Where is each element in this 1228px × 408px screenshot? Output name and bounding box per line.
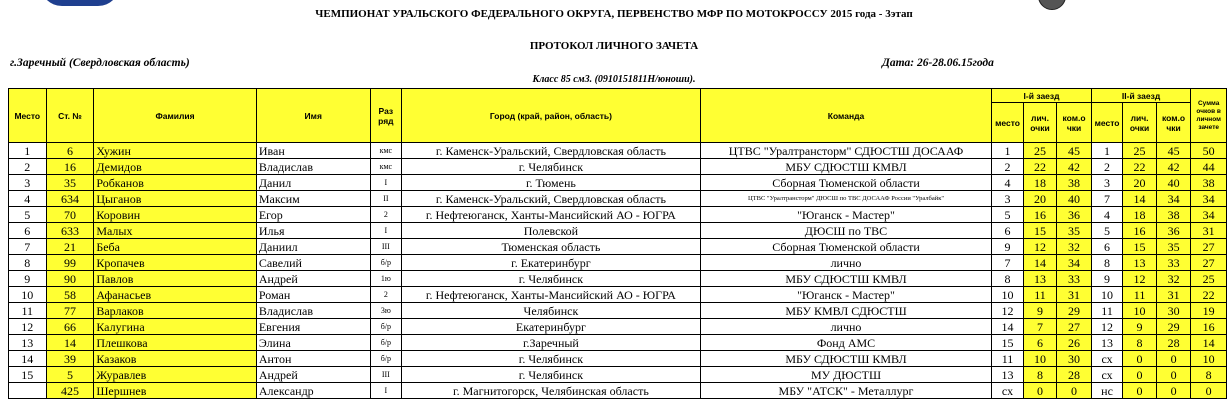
cell-tp2: 29 [1156,319,1191,335]
cell-tp1: 42 [1057,159,1092,175]
cell-place: 10 [9,287,47,303]
cell-num: 35 [46,175,94,191]
cell-p2: 13 [1091,335,1122,351]
cell-pts2: 8 [1123,335,1157,351]
cell-pts2: 16 [1123,223,1157,239]
cell-num: 14 [46,335,94,351]
cell-pts1: 8 [1023,367,1057,383]
table-row [9,383,1227,399]
cell-name: Роман [256,287,370,303]
cell-pts1: 20 [1023,191,1057,207]
cell-team: МБУ КМВЛ СДЮСТШ [700,303,992,319]
cell-team: ЦТВС "Уралтрансторм" СДЮСТШ ДОСААФ [700,143,992,159]
cell-city: г. Каменск-Уральский, Свердловская область [402,143,701,159]
table-row [9,159,1227,175]
cell-tp1: 27 [1057,319,1092,335]
header-race1: I-й заезд [992,89,1092,103]
cell-tp1: 45 [1057,143,1092,159]
cell-place: 13 [9,335,47,351]
table-row [9,319,1227,335]
cell-name: Андрей [256,271,370,287]
cell-p1: 12 [992,303,1023,319]
cell-tp2: 40 [1156,175,1191,191]
cell-total: 27 [1191,255,1227,271]
cell-p1: 2 [992,159,1023,175]
cell-surname: Казаков [94,351,257,367]
cell-team: "Юганск - Мастер" [700,287,992,303]
header-city: Город (край, район, область) [402,89,701,143]
cell-pts2: 15 [1123,239,1157,255]
cell-surname: Беба [94,239,257,255]
cell-pts2: 20 [1123,175,1157,191]
cell-rank: I [370,223,401,239]
cell-p1: 4 [992,175,1023,191]
cell-team: МУ ДЮСТШ [700,367,992,383]
cell-p2: 6 [1091,239,1122,255]
class-line: Класс 85 см3. (0910151811Н/юноши). [532,74,696,85]
cell-p1: 1 [992,143,1023,159]
header-name: Имя [256,89,370,143]
cell-pts2: 25 [1123,143,1157,159]
cell-name: Егор [256,207,370,223]
cell-place: 2 [9,159,47,175]
cell-rank: 2 [370,207,401,223]
cell-place: 5 [9,207,47,223]
cell-tp2: 38 [1156,207,1191,223]
cell-team: ЦТВС "Уралтрансторм" ДЮСШ по ТВС ДОСААФ России "Уралбайк" [700,191,992,207]
cell-total: 19 [1191,303,1227,319]
header-place: Место [9,89,47,143]
cell-pts2: 0 [1123,367,1157,383]
cell-num: 634 [46,191,94,207]
cell-tp1: 28 [1057,367,1092,383]
cell-pts2: 0 [1123,383,1157,399]
cell-pts2: 14 [1123,191,1157,207]
cell-pts1: 6 [1023,335,1057,351]
cell-pts2: 22 [1123,159,1157,175]
cell-tp1: 29 [1057,303,1092,319]
table-row [9,271,1227,287]
cell-p2: 2 [1091,159,1122,175]
cell-pts2: 9 [1123,319,1157,335]
table-row [9,367,1227,383]
cell-name: Андрей [256,367,370,383]
cell-total: 27 [1191,239,1227,255]
table-row [9,351,1227,367]
cell-total: 38 [1191,175,1227,191]
cell-pts1: 9 [1023,303,1057,319]
cell-pts1: 16 [1023,207,1057,223]
table-row [9,255,1227,271]
cell-p2: 7 [1091,191,1122,207]
cell-tp1: 33 [1057,271,1092,287]
cell-rank: I [370,175,401,191]
cell-team: МБУ СДЮСТШ КМВЛ [700,159,992,175]
cell-city: г. Екатеринбург [402,255,701,271]
cell-tp1: 0 [1057,383,1092,399]
cell-team: Сборная Тюменской области [700,239,992,255]
cell-surname: Шершнев [94,383,257,399]
cell-num: 99 [46,255,94,271]
table-row [9,191,1227,207]
cell-team: Фонд АМС [700,335,992,351]
results-table [8,88,1227,399]
cell-pts2: 10 [1123,303,1157,319]
cell-p1: 14 [992,319,1023,335]
protocol-title: ПРОТОКОЛ ЛИЧНОГО ЗАЧЕТА [529,40,699,52]
cell-surname: Варлаков [94,303,257,319]
event-date: Дата: 26-28.06.15года [882,57,994,69]
header-team: Команда [700,89,992,143]
cell-total: 0 [1191,383,1227,399]
cell-rank: 3ю [370,303,401,319]
cell-p2: 12 [1091,319,1122,335]
cell-team: Сборная Тюменской области [700,175,992,191]
cell-total: 50 [1191,143,1227,159]
cell-pts1: 22 [1023,159,1057,175]
cell-place: 4 [9,191,47,207]
cell-name: Александр [256,383,370,399]
cell-p1: 11 [992,351,1023,367]
table-row [9,207,1227,223]
cell-rank: б/р [370,255,401,271]
cell-p2: сх [1091,351,1122,367]
cell-pts1: 0 [1023,383,1057,399]
cell-place: 7 [9,239,47,255]
cell-num: 5 [46,367,94,383]
cell-name: Иван [256,143,370,159]
cell-city: г. Челябинск [402,367,701,383]
cell-tp1: 36 [1057,207,1092,223]
cell-p2: 5 [1091,223,1122,239]
cell-tp2: 0 [1156,383,1191,399]
cell-place: 3 [9,175,47,191]
cell-rank: кмс [370,143,401,159]
header-total: Сумма очков в личном зачете [1191,89,1227,143]
header-race2: II-й заезд [1091,89,1191,103]
cell-tp1: 31 [1057,287,1092,303]
cell-tp1: 34 [1057,255,1092,271]
cell-name: Данил [256,175,370,191]
cell-tp2: 31 [1156,287,1191,303]
cell-city: Тюменская область [402,239,701,255]
cell-pts2: 18 [1123,207,1157,223]
cell-surname: Цыганов [94,191,257,207]
cell-num: 58 [46,287,94,303]
cell-pts1: 13 [1023,271,1057,287]
header-number: Ст. № [46,89,94,143]
cell-name: Евгения [256,319,370,335]
cell-name: Элина [256,335,370,351]
cell-city: г. Челябинск [402,351,701,367]
cell-surname: Калугина [94,319,257,335]
cell-rank: б/р [370,335,401,351]
cell-city: г. Челябинск [402,159,701,175]
cell-place: 14 [9,351,47,367]
cell-name: Владислав [256,159,370,175]
federation-logo [40,0,120,6]
cell-num: 21 [46,239,94,255]
cell-pts2: 13 [1123,255,1157,271]
cell-surname: Демидов [94,159,257,175]
cell-p2: 11 [1091,303,1122,319]
cell-place: 15 [9,367,47,383]
cell-city: г. Нефтеюганск, Ханты-Мансийский АО - ЮГРА [402,287,701,303]
cell-name: Даниил [256,239,370,255]
cell-total: 25 [1191,271,1227,287]
cell-tp2: 35 [1156,239,1191,255]
cell-tp2: 32 [1156,271,1191,287]
cell-tp2: 42 [1156,159,1191,175]
cell-p1: 7 [992,255,1023,271]
cell-p2: 4 [1091,207,1122,223]
cell-total: 8 [1191,367,1227,383]
cell-total: 31 [1191,223,1227,239]
cell-total: 10 [1191,351,1227,367]
header-surname: Фамилия [94,89,257,143]
cell-city: Полевской [402,223,701,239]
cell-num: 633 [46,223,94,239]
cell-name: Антон [256,351,370,367]
cell-team: МБУ "АТСК" - Металлург [700,383,992,399]
cell-num: 39 [46,351,94,367]
cell-name: Максим [256,191,370,207]
cell-city: г. Нефтеюганск, Ханты-Мансийский АО - ЮГРА [402,207,701,223]
cell-place [9,383,47,399]
cell-rank: б/р [370,319,401,335]
cell-pts1: 14 [1023,255,1057,271]
table-row [9,175,1227,191]
cell-tp2: 34 [1156,191,1191,207]
cell-surname: Хужин [94,143,257,159]
cell-rank: 2 [370,287,401,303]
cell-p1: сх [992,383,1023,399]
cell-city: г. Магнитогорск, Челябинская область [402,383,701,399]
cell-place: 11 [9,303,47,319]
cell-p1: 3 [992,191,1023,207]
cell-num: 70 [46,207,94,223]
cell-team: "Юганск - Мастер" [700,207,992,223]
cell-rank: б/р [370,351,401,367]
cell-name: Савелий [256,255,370,271]
cell-pts1: 10 [1023,351,1057,367]
table-row [9,303,1227,319]
cell-place: 9 [9,271,47,287]
header-rank: Раз ряд [370,89,401,143]
cell-pts1: 15 [1023,223,1057,239]
cell-tp1: 30 [1057,351,1092,367]
cell-pts1: 7 [1023,319,1057,335]
cell-tp1: 35 [1057,223,1092,239]
cell-tp1: 32 [1057,239,1092,255]
cell-tp2: 33 [1156,255,1191,271]
cell-pts2: 11 [1123,287,1157,303]
cell-num: 77 [46,303,94,319]
cell-team: ДЮСШ по ТВС [700,223,992,239]
event-location: г.Заречный (Свердловская область) [10,57,190,69]
cell-p2: 3 [1091,175,1122,191]
cell-tp2: 30 [1156,303,1191,319]
cell-team: МБУ СДЮСТШ КМВЛ [700,271,992,287]
cell-pts2: 0 [1123,351,1157,367]
header-race2-points: лич. очки [1123,103,1157,143]
header-race2-team-points: ком.о чки [1156,103,1191,143]
cell-surname: Павлов [94,271,257,287]
cell-p1: 8 [992,271,1023,287]
cell-rank: кмс [370,159,401,175]
championship-title: ЧЕМПИОНАТ УРАЛЬСКОГО ФЕДЕРАЛЬНОГО ОКРУГА, ПЕРВЕНСТВО МФР ПО МОТОКРОССУ 2015 года - 3этап [315,8,913,20]
cell-city: г. Челябинск [402,271,701,287]
cell-total: 22 [1191,287,1227,303]
cell-place: 8 [9,255,47,271]
cell-city: Челябинск [402,303,701,319]
cell-pts1: 18 [1023,175,1057,191]
cell-num: 6 [46,143,94,159]
cell-surname: Журавлев [94,367,257,383]
cell-tp2: 28 [1156,335,1191,351]
cell-p1: 13 [992,367,1023,383]
cell-place: 6 [9,223,47,239]
cell-total: 34 [1191,207,1227,223]
cell-tp2: 0 [1156,367,1191,383]
header-race1-points: лич. очки [1023,103,1057,143]
cell-p1: 9 [992,239,1023,255]
cell-pts2: 12 [1123,271,1157,287]
cell-p2: 10 [1091,287,1122,303]
cell-tp2: 45 [1156,143,1191,159]
cell-name: Владислав [256,303,370,319]
cell-rank: III [370,239,401,255]
cell-p1: 15 [992,335,1023,351]
cell-team: МБУ СДЮСТШ КМВЛ [700,351,992,367]
table-row [9,287,1227,303]
cell-total: 44 [1191,159,1227,175]
cell-team: лично [700,255,992,271]
table-row [9,239,1227,255]
cell-name: Илья [256,223,370,239]
cell-total: 16 [1191,319,1227,335]
cell-tp1: 26 [1057,335,1092,351]
cell-p2: 1 [1091,143,1122,159]
cell-pts1: 12 [1023,239,1057,255]
cell-pts1: 25 [1023,143,1057,159]
cell-total: 14 [1191,335,1227,351]
cell-rank: III [370,367,401,383]
cell-city: г. Каменск-Уральский, Свердловская область [402,191,701,207]
cell-place: 12 [9,319,47,335]
cell-pts1: 11 [1023,287,1057,303]
cell-tp1: 38 [1057,175,1092,191]
cell-tp2: 0 [1156,351,1191,367]
header-race2-place: место [1091,103,1122,143]
header-race1-place: место [992,103,1023,143]
cell-num: 425 [46,383,94,399]
cell-p1: 5 [992,207,1023,223]
cell-rank: 1ю [370,271,401,287]
cell-num: 90 [46,271,94,287]
cell-p2: нс [1091,383,1122,399]
cell-rank: I [370,383,401,399]
cell-num: 16 [46,159,94,175]
cell-surname: Коровин [94,207,257,223]
cell-city: Екатеринбург [402,319,701,335]
cell-team: лично [700,319,992,335]
cell-surname: Кропачев [94,255,257,271]
cell-surname: Малых [94,223,257,239]
table-row [9,223,1227,239]
cell-total: 34 [1191,191,1227,207]
header-race1-team-points: ком.о чки [1057,103,1092,143]
cell-surname: Робканов [94,175,257,191]
cell-p2: сх [1091,367,1122,383]
cell-surname: Плешкова [94,335,257,351]
cell-place: 1 [9,143,47,159]
cell-p1: 10 [992,287,1023,303]
cell-city: г. Тюмень [402,175,701,191]
cell-surname: Афанасьев [94,287,257,303]
table-row [9,335,1227,351]
cell-tp2: 36 [1156,223,1191,239]
cell-rank: II [370,191,401,207]
cell-p2: 8 [1091,255,1122,271]
cell-p2: 9 [1091,271,1122,287]
cell-p1: 6 [992,223,1023,239]
cell-tp1: 40 [1057,191,1092,207]
cell-num: 66 [46,319,94,335]
cell-city: г.Заречный [402,335,701,351]
table-row [9,143,1227,159]
